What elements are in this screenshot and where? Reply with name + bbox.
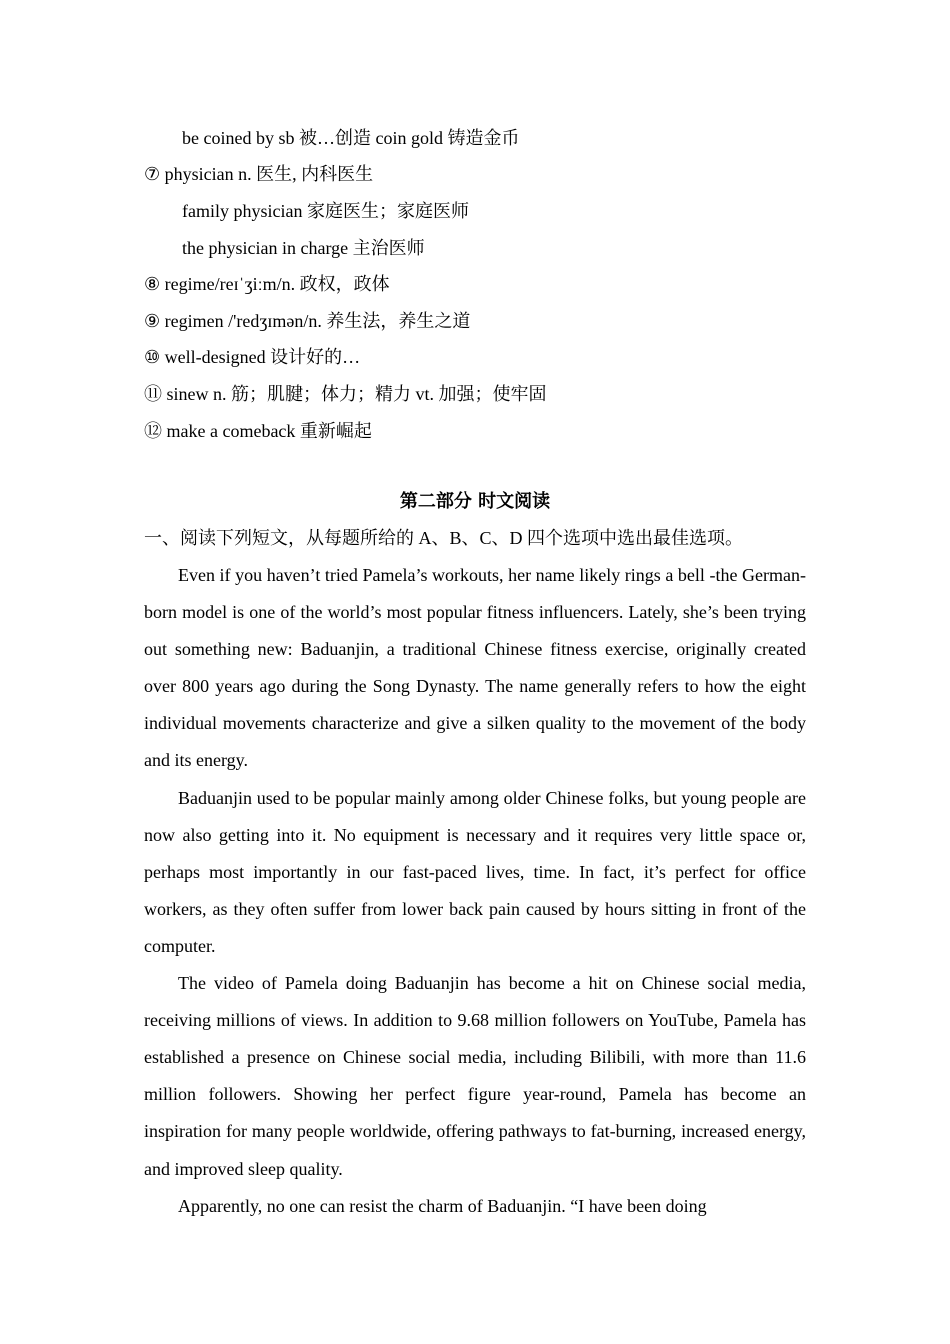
- passage-paragraph: Baduanjin used to be popular mainly among older Chinese folks, but young people are now also getting into it. No equipment is necessary and it requires very little space or, perhaps most importantly in our fast-paced lives, time. In fact, it’s perfect for office workers, as they often suffer from lower back pain caused by hours sitting in front of the computer.: [144, 787, 806, 956]
- passage-paragraph: Even if you haven’t tried Pamela’s workouts, her name likely rings a bell -the German-born model is one of the world’s most popular fitness influencers. Lately, she’s been trying out something new: Baduanjin, a traditional Chinese fitness exercise, originally created over 800 years ago during the Song Dynasty. The name generally refers to how the eight individual movements characterize and give a silken quality to the movement of the body and its energy.: [144, 565, 806, 771]
- vocab-line: be coined by sb 被…创造 coin gold 铸造金币: [182, 128, 520, 148]
- vocab-line: family physician 家庭医生；家庭医师: [182, 201, 469, 221]
- vocab-line: ⑫ make a comeback 重新崛起: [144, 421, 372, 441]
- passage-paragraph: Apparently, no one can resist the charm of Baduanjin. “I have been doing: [178, 1195, 707, 1216]
- passage-paragraph: The video of Pamela doing Baduanjin has become a hit on Chinese social media, receiving millions of views. In addition to 9.68 million followers on YouTube, Pamela has established a presence on Chinese social media, including Bilibili, with more than 11.6 million followers. Showing her perfect figure year-round, Pamela has become an inspiration for many people worldwide, offering pathways to fat-burning, increased energy, and improved sleep quality.: [144, 973, 806, 1179]
- vocab-line: ⑩ well-designed 设计好的…: [144, 347, 361, 367]
- vocab-line: ⑦ physician n. 医生, 内科医生: [144, 164, 374, 184]
- reading-instruction: 一、阅读下列短文，从每题所给的 A、B、C、D 四个选项中选出最佳选项。: [144, 528, 744, 548]
- reading-passage: [144, 557, 806, 1225]
- vocab-line: ⑧ regime/reɪˈʒiːm/n. 政权，政体: [144, 274, 390, 294]
- vocab-line: the physician in charge 主治医师: [182, 238, 425, 258]
- vocab-line: ⑪ sinew n. 筋；肌腱；体力；精力 vt. 加强；使牢固: [144, 384, 547, 404]
- vocab-line: ⑨ regimen /'redʒɪmən/n. 养生法，养生之道: [144, 311, 471, 331]
- section-title: 第二部分 时文阅读: [399, 491, 551, 512]
